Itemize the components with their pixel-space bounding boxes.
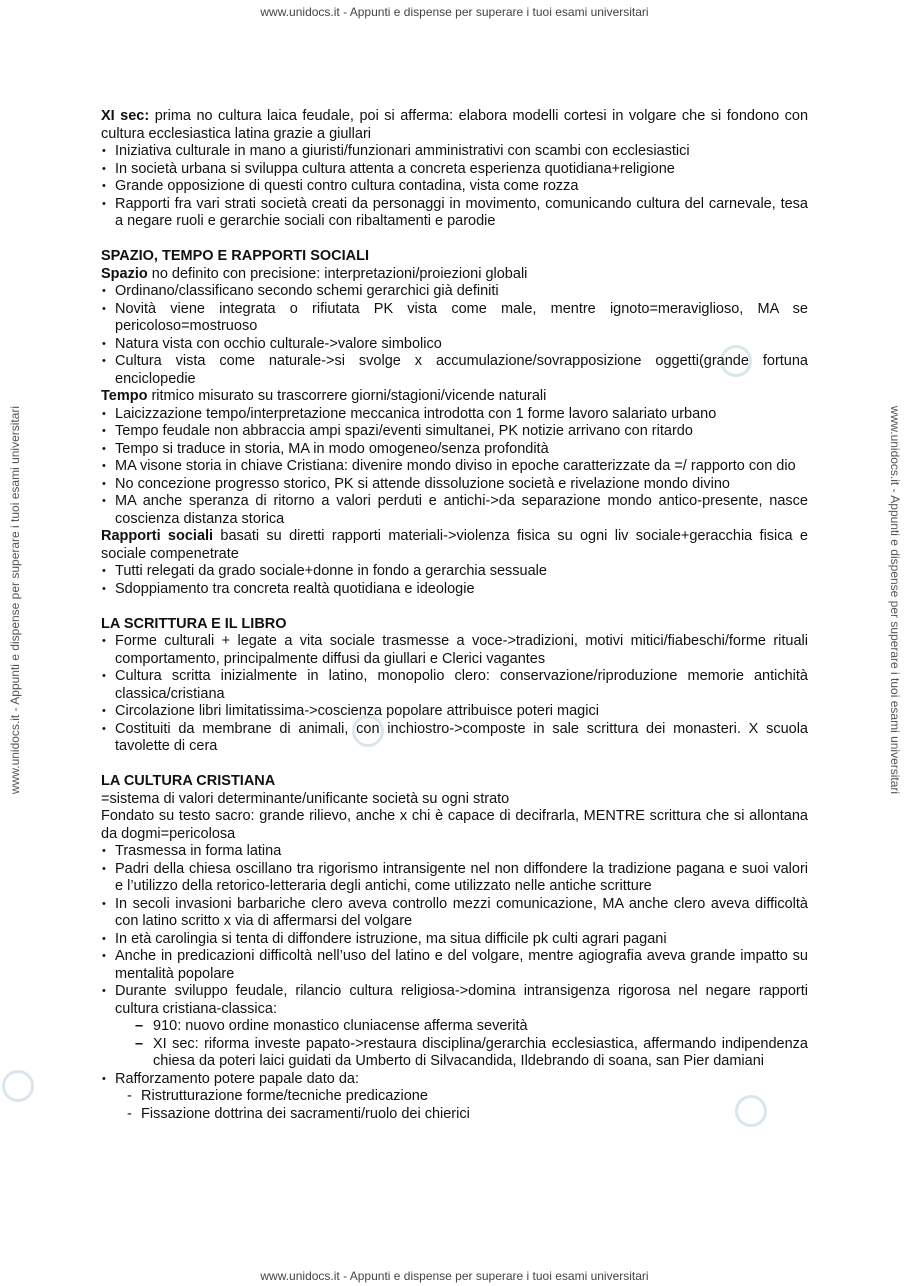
scrittura-list: [101, 633, 808, 756]
list-item: • Trasmessa in forma latina: [101, 843, 808, 861]
list-item: • Ordinano/classificano secondo schemi gerarchici già definiti: [101, 283, 808, 301]
intro-text: prima no cultura laica feudale, poi si afferma: elabora modelli cortesi in volgare che si fondono con cultura ecclesiastica latina grazie a giullari: [101, 108, 809, 142]
cultura-line: =sistema di valori determinante/unificante società su ogni strato: [101, 790, 510, 807]
section-heading: LA SCRITTURA E IL LIBRO: [101, 615, 287, 632]
cultura-line: Fondato su testo sacro: grande rilievo, anche x chi è capace di decifrarla, MENTRE scrittura che si allontana da dogmi=pericolosa: [101, 808, 808, 842]
dash-list-item: - Ristrutturazione forme/tecniche predicazione: [101, 1088, 808, 1106]
rapporti-lead: Rapporti sociali: [101, 528, 214, 544]
spazio-lead: Spazio: [101, 265, 148, 282]
tempo-text: ritmico misurato su trascorrere giorni/stagioni/vicende naturali: [147, 388, 547, 404]
list-item: • Padri della chiesa oscillano tra rigorismo intransigente nel non diffondere la tradizione pagana e suoi valori e l’utilizzo della retorico-letteraria degli antichi, come utilizzato nelle antiche scritture: [101, 861, 808, 896]
intro-paragraph: [101, 108, 808, 143]
spazio-paragraph: [101, 266, 808, 284]
list-item: • MA visone storia in chiave Cristiana: divenire mondo diviso in epoche caratterizzate da =/ rapporto con dio: [101, 458, 808, 476]
list-item: • MA anche speranza di ritorno a valori perduti e antichi->da separazione mondo antico-presente, nasce coscienza distanza storica: [101, 493, 808, 528]
watermark-logo-icon: [2, 1070, 34, 1102]
list-item: • Sdoppiamento tra concreta realtà quotidiana e ideologie: [101, 581, 808, 599]
list-item: • Circolazione libri limitatissima->coscienza popolare attribuisce poteri magici: [101, 703, 808, 721]
rapporti-list: [101, 563, 808, 598]
intro-lead: XI sec:: [101, 108, 150, 124]
tempo-list: [101, 406, 808, 529]
list-item: • Anche in predicazioni difficoltà nell’uso del latino e del volgare, mentre agiografia aveva grande impatto su mentalità popolare: [101, 948, 808, 983]
sub-list-item: – 910: nuovo ordine monastico cluniacense afferma severità: [101, 1018, 808, 1036]
watermark-left-text: www.unidocs.it - Appunti e dispense per superare i tuoi esami universitari: [8, 405, 22, 795]
list-item: • Tempo feudale non abbraccia ampi spazi/eventi simultanei, PK notizie arrivano con ritardo: [101, 423, 808, 441]
rapporti-paragraph: [101, 528, 808, 563]
watermark-top: www.unidocs.it - Appunti e dispense per superare i tuoi esami universitari: [260, 5, 649, 19]
list-item: • Rapporti fra vari strati società creati da personaggi in movimento, comunicando cultura del carnevale, tesa a negare ruoli e gerarchie sociali con ribaltamenti e parodie: [101, 196, 808, 231]
rapporti-text: basati su diretti rapporti materiali->violenza fisica su ogni liv sociale+geracchia fisica e sociale compenetrate: [101, 528, 808, 562]
tempo-paragraph: [101, 388, 808, 406]
watermark-left: [8, 300, 22, 900]
list-item: • Rafforzamento potere papale dato da:: [101, 1071, 808, 1089]
list-item: • Novità viene integrata o rifiutata PK vista come male, mentre ignoto=meraviglioso, MA se pericoloso=mostruoso: [101, 301, 808, 336]
list-item: • Forme culturali + legate a vita sociale trasmesse a voce->tradizioni, motivi mitici/fiabeschi/forme rituali comportamento, principalmente diffusi da giullari e Clerici vagantes: [101, 633, 808, 668]
list-item: • Laicizzazione tempo/interpretazione meccanica introdotta con 1 forme lavoro salariato urbano: [101, 406, 808, 424]
list-item: • Natura vista con occhio culturale->valore simbolico: [101, 336, 808, 354]
list-item: • Costituiti da membrane di animali, con inchiostro->composte in sale scrittura dei monasteri. X scuola tavolette di cera: [101, 721, 808, 756]
list-item: • Durante sviluppo feudale, rilancio cultura religiosa->domina intransigenza rigorosa nel negare rapporti cultura cristiana-classica:: [101, 983, 808, 1018]
cultura-list: [101, 843, 808, 1123]
list-item: • In età carolingia si tenta di diffondere istruzione, ma situa difficile pk culti agrari pagani: [101, 931, 808, 949]
list-item: • Cultura scritta inizialmente in latino, monopolio clero: conservazione/riproduzione memorie antichità classica/cristiana: [101, 668, 808, 703]
list-item: • Grande opposizione di questi contro cultura contadina, vista come rozza: [101, 178, 808, 196]
section-heading: SPAZIO, TEMPO E RAPPORTI SOCIALI: [101, 248, 370, 264]
tempo-lead: Tempo: [101, 388, 148, 404]
watermark-right: [888, 300, 902, 900]
intro-list: [101, 143, 808, 231]
list-item: • In società urbana si sviluppa cultura attenta a concreta esperienza quotidiana+religione: [101, 161, 808, 179]
list-item: • Cultura vista come naturale->si svolge x accumulazione/sovrapposizione oggetti(grande fortuna enciclopedie: [101, 353, 808, 388]
watermark-bottom: www.unidocs.it - Appunti e dispense per superare i tuoi esami universitari: [260, 1269, 649, 1283]
list-item: • No concezione progresso storico, PK si attende dissoluzione società e rivelazione mondo divino: [101, 476, 808, 494]
list-item: • Tempo si traduce in storia, MA in modo omogeneo/senza profondità: [101, 441, 808, 459]
spazio-text: no definito con precisione: interpretazioni/proiezioni globali: [147, 265, 528, 282]
dash-list-item: - Fissazione dottrina dei sacramenti/ruolo dei chierici: [101, 1106, 808, 1124]
sub-list-item: – XI sec: riforma investe papato->restaura disciplina/gerarchia ecclesiastica, affermando indipendenza chiesa da poteri laici guidati da Umberto di Silvacandida, Ildebrando di soana, san Pier damiani: [101, 1036, 808, 1071]
spazio-list: [101, 283, 808, 388]
watermark-right-text: www.unidocs.it - Appunti e dispense per superare i tuoi esami universitari: [888, 405, 902, 795]
list-item: • Tutti relegati da grado sociale+donne in fondo a gerarchia sessuale: [101, 563, 808, 581]
section-heading: LA CULTURA CRISTIANA: [101, 773, 276, 789]
list-item: • Iniziativa culturale in mano a giuristi/funzionari amministrativi con scambi con ecclesiastici: [101, 143, 808, 161]
document-body: [101, 108, 808, 1123]
list-item: • In secoli invasioni barbariche clero aveva controllo mezzi comunicazione, MA anche clero aveva difficoltà con latino scritto x via di affermarsi del volgare: [101, 896, 808, 931]
